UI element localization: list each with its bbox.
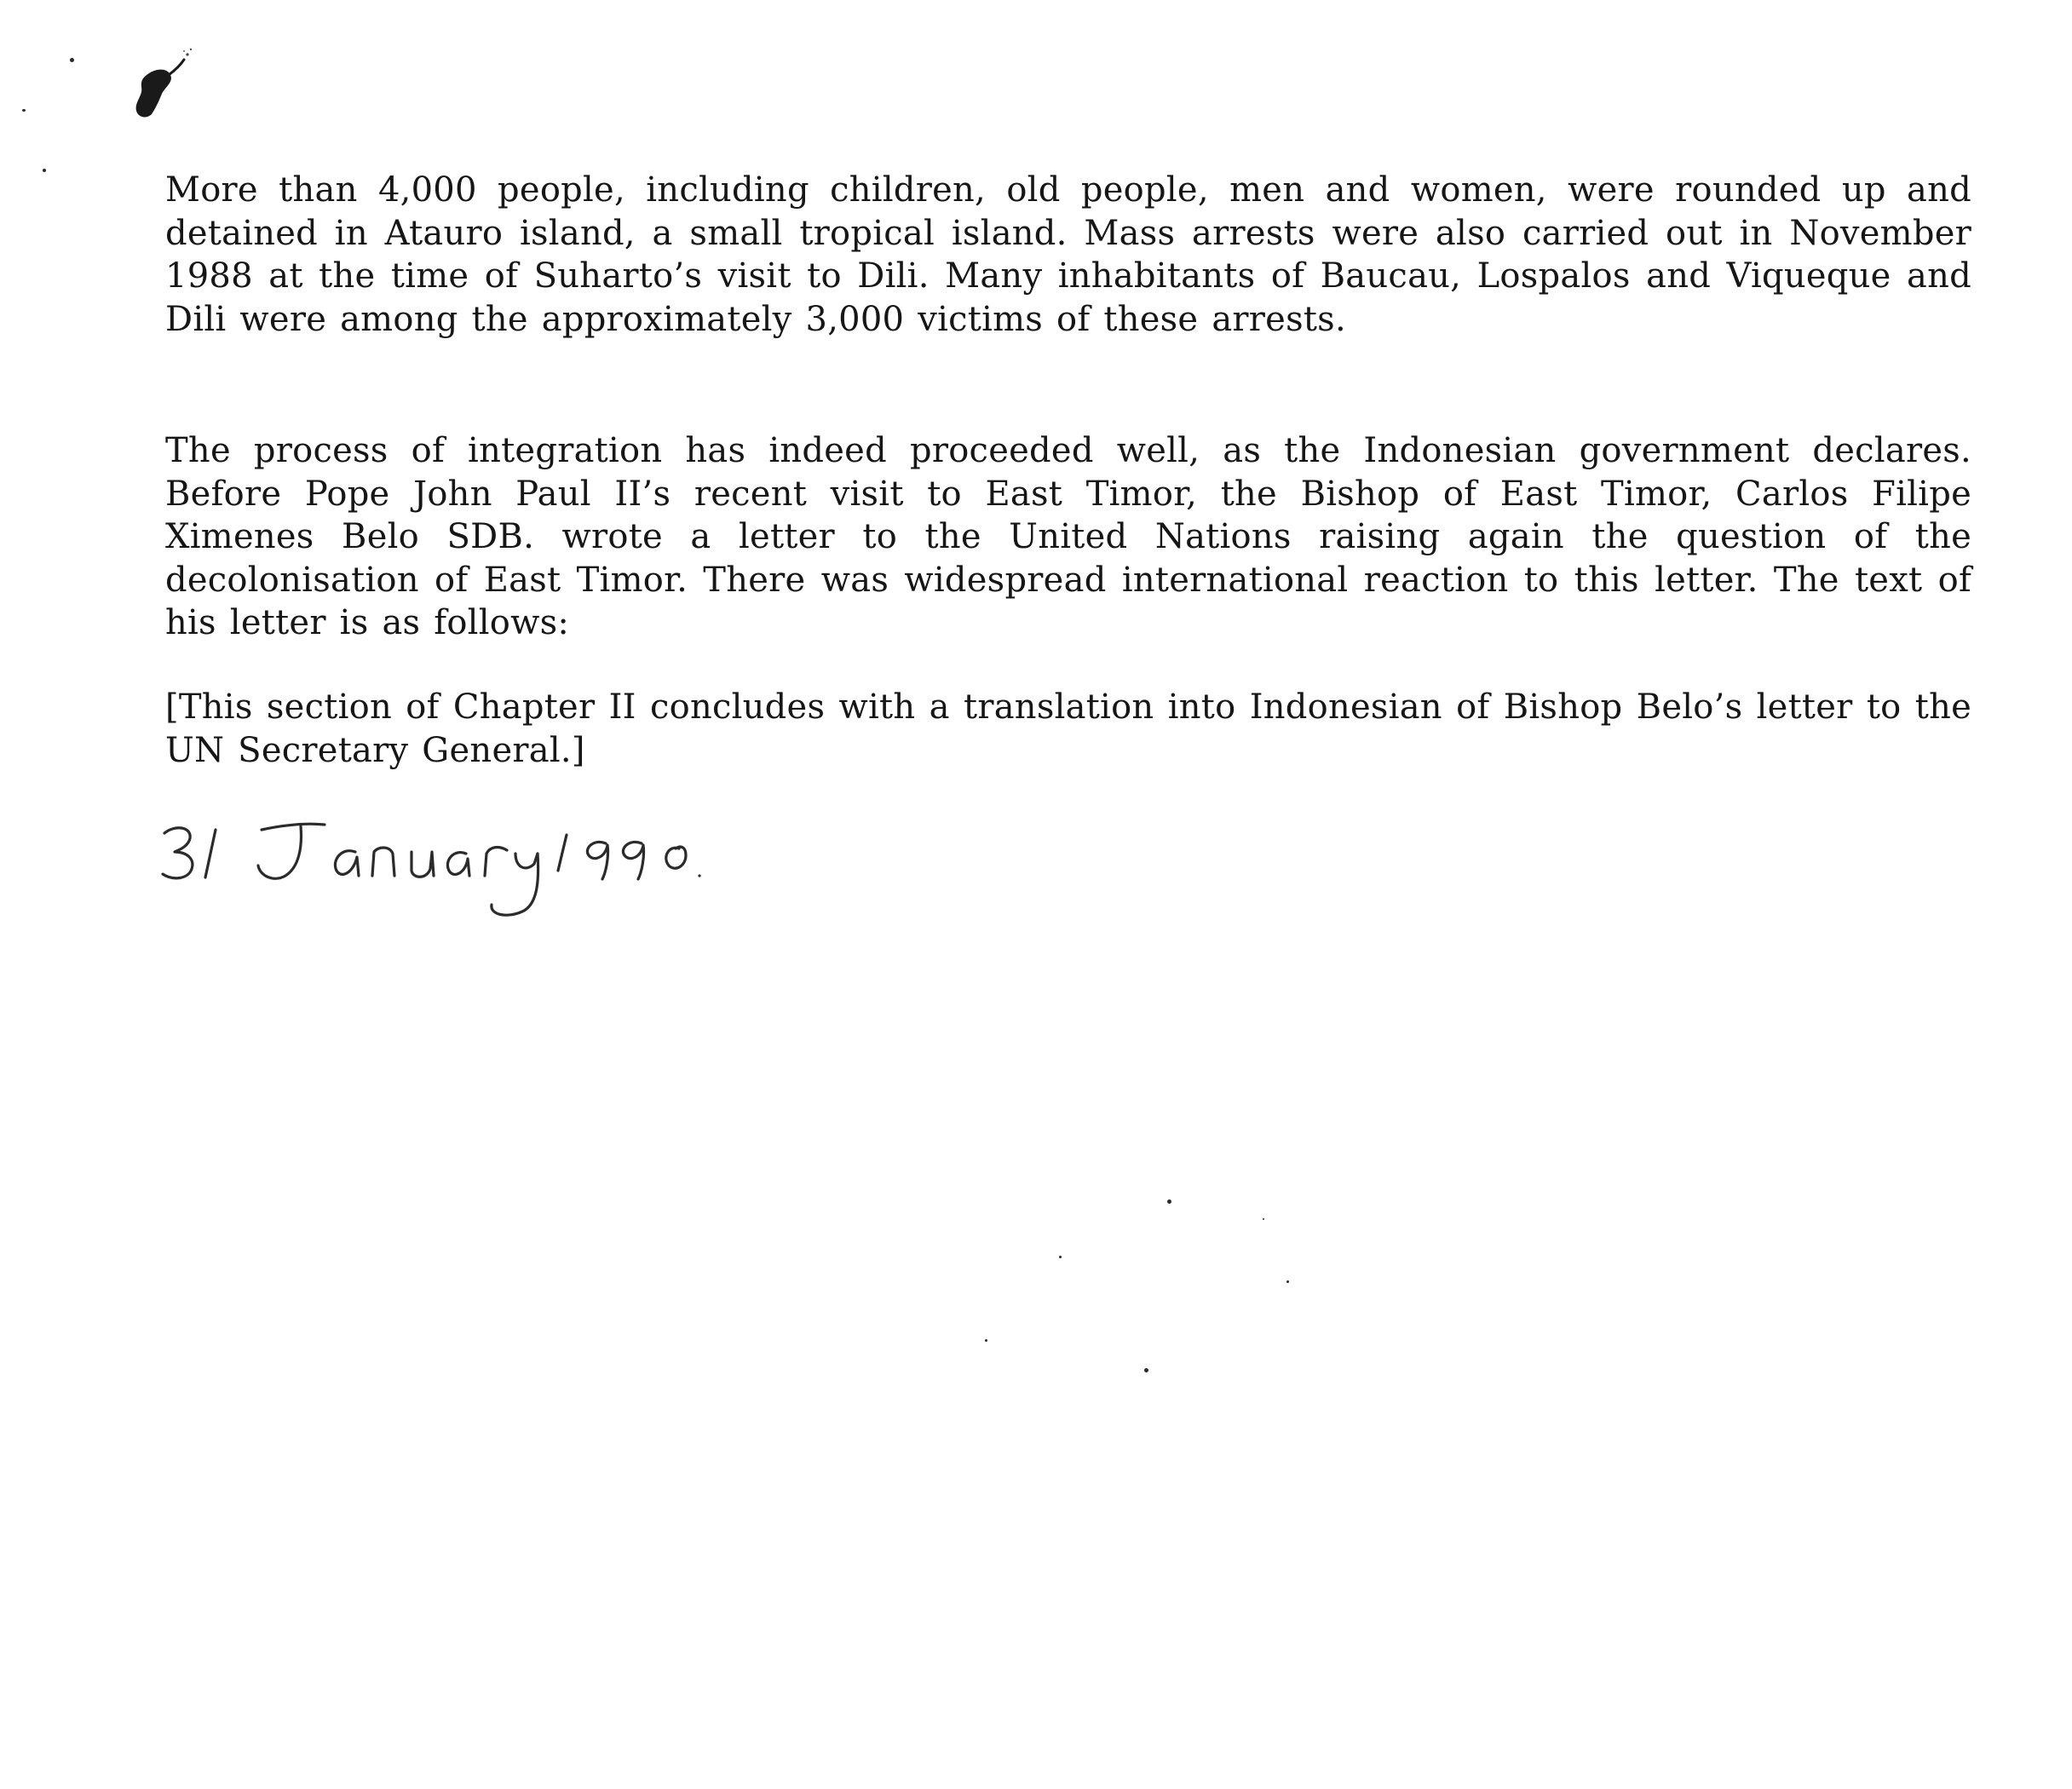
speck bbox=[70, 58, 74, 62]
body-paragraph: More than 4,000 people, including children, old people, men and women, were rounded up and detained in Atauro island, a small tropical island. Mass arrests were also carried out in November 1988 at the time of Suharto’s visit to Dili. Many inhabitants of Baucau, Lospalos and Viqueque and Dili were among the approximately 3,000 victims of these arrests. bbox=[165, 170, 1971, 339]
speck bbox=[1263, 1218, 1264, 1220]
editorial-note: [This section of Chapter II concludes with a translation into Indonesian of Bishop Belo’s letter to the UN Secretary General.] bbox=[165, 687, 1971, 770]
speck bbox=[1144, 1368, 1148, 1372]
ink-blot bbox=[102, 43, 196, 136]
speck bbox=[1286, 1280, 1289, 1283]
body-paragraph: The process of integration has indeed proceeded well, as the Indonesian government declares. Before Pope John Paul II’s recent visit to East Timor, the Bishop of East Timor, Carlos Filipe Ximenes Belo SDB. wrote a letter to the United Nations raising again the question of the decolonisation of East Timor. There was widespread international reaction to this letter. The text of his letter is as follows: bbox=[165, 431, 1971, 642]
speck bbox=[22, 109, 26, 112]
speck bbox=[1167, 1199, 1171, 1204]
speck bbox=[43, 169, 46, 172]
speck bbox=[1059, 1256, 1062, 1258]
speck bbox=[985, 1339, 987, 1342]
handwritten-date bbox=[158, 804, 703, 932]
ink-blot-graphic bbox=[102, 43, 196, 136]
handwritten-date-graphic bbox=[158, 804, 703, 932]
